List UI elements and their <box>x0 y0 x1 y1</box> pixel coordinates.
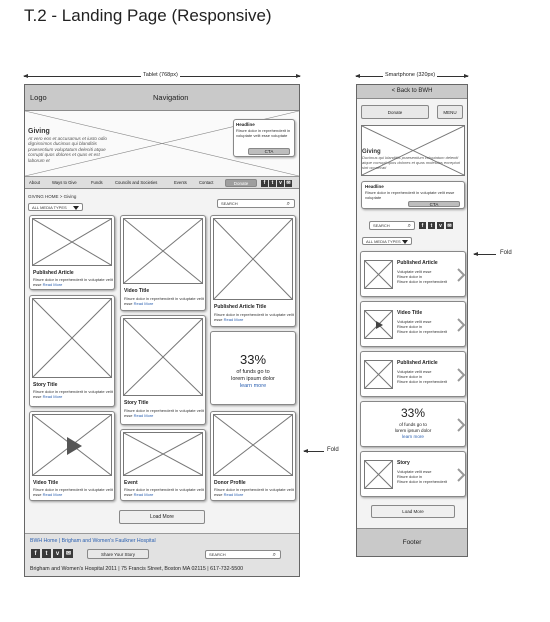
footer-address: Brigham and Women's Hospital 2011 | 75 Francis Street, Boston MA 02115 | 617-732-5500 <box>30 566 244 572</box>
card-body <box>33 487 113 497</box>
image-placeholder <box>123 318 203 396</box>
phone-card-video-title[interactable] <box>360 301 466 347</box>
twitter-icon[interactable]: t <box>42 549 51 558</box>
twitter-icon[interactable]: t <box>269 180 276 187</box>
arrow-right-icon <box>296 74 301 78</box>
card-video-title[interactable] <box>120 215 206 311</box>
hero-callout <box>233 119 295 157</box>
search-icon: ⌕ <box>286 201 290 207</box>
card-story-title[interactable] <box>29 295 115 407</box>
card-text: Rirure dolor in reprehenderit in voluptate velit esse <box>214 487 294 497</box>
phone-card-published-article[interactable] <box>360 251 466 297</box>
card-line: Rirure dolor in reprehenderit <box>397 329 448 334</box>
card-body <box>214 312 294 322</box>
footer-search-placeholder: SEARCH <box>209 552 226 557</box>
chevron-right-icon[interactable] <box>457 418 465 432</box>
card-title: Published Article <box>33 270 74 276</box>
card-line: Rirure dolor in <box>397 374 423 379</box>
nav-funds[interactable]: Funds <box>91 180 103 185</box>
image-placeholder <box>123 432 203 476</box>
card-line: Rirure dolor in <box>397 324 423 329</box>
phone-media-type-value: ALL MEDIA TYPES <box>366 238 401 244</box>
phone-cta-button[interactable]: CTA <box>408 201 460 207</box>
card-text: Rirure dolor in reprehenderit in voluptate velit esse <box>33 277 113 287</box>
image-placeholder <box>364 360 393 389</box>
footer-links[interactable]: BWH Home | Brigham and Women's Faulkner Hospital <box>30 538 156 544</box>
card-title: Published Article <box>397 260 438 266</box>
card-body <box>33 389 113 399</box>
card-line: Rirure dolor in <box>397 274 423 279</box>
search-icon: ⌕ <box>272 552 276 558</box>
read-more-link[interactable]: Read More <box>223 317 244 322</box>
card-body <box>124 487 204 497</box>
card-text: Rirure dolor in reprehenderit in voluptate velit esse <box>33 487 113 497</box>
load-more-button[interactable]: Load More <box>119 510 205 524</box>
card-line: Rirure dolor in <box>397 474 423 479</box>
image-placeholder <box>123 218 203 284</box>
phone-card-story[interactable] <box>360 451 466 497</box>
card-text: Rirure dolor in reprehenderit in voluptate velit esse <box>124 296 204 306</box>
read-more-link[interactable]: Read More <box>42 492 63 497</box>
stat-value: 33% <box>400 406 426 420</box>
card-title: Story <box>397 460 410 466</box>
arrow-left-icon <box>23 74 28 78</box>
smartphone-fold-line <box>474 254 496 255</box>
tablet-fold-line <box>304 451 324 452</box>
image-placeholder <box>32 298 112 378</box>
cta-button[interactable]: CTA <box>248 148 290 155</box>
donate-button[interactable]: Donate <box>225 179 257 187</box>
read-more-link[interactable]: Read More <box>223 492 244 497</box>
phone-media-type-select[interactable] <box>362 237 412 245</box>
tablet-fold-label: Fold <box>327 447 339 453</box>
callout-text: Rirure dolor in reprehenderit in voluptate velit esse voluptate <box>236 128 291 138</box>
read-more-link[interactable]: Read More <box>133 413 154 418</box>
chevron-right-icon[interactable] <box>457 468 465 482</box>
card-title: Story Title <box>124 400 149 406</box>
read-more-link[interactable]: Read More <box>133 492 154 497</box>
stat-value: 33% <box>239 352 267 367</box>
chevron-right-icon[interactable] <box>457 318 465 332</box>
smartphone-frame <box>356 84 468 557</box>
back-to-bwh-link[interactable]: < Back to BWH <box>391 88 433 94</box>
video-placeholder <box>364 310 393 339</box>
read-more-link[interactable]: Read More <box>42 282 63 287</box>
footer-search-input[interactable] <box>205 550 281 559</box>
phone-donate-button[interactable]: Donate <box>361 105 429 119</box>
card-title: Video Title <box>397 310 423 316</box>
email-icon[interactable]: ✉ <box>447 222 452 229</box>
card-text: Rirure dolor in reprehenderit in voluptate velit esse <box>33 389 113 399</box>
phone-headline-callout <box>361 181 465 209</box>
callout-headline: Headline <box>365 184 384 189</box>
vimeo-icon[interactable]: v <box>53 549 62 558</box>
card-event[interactable] <box>120 429 206 501</box>
card-published-article[interactable] <box>29 215 115 290</box>
facebook-icon[interactable]: f <box>419 222 426 229</box>
arrow-left-icon <box>473 252 478 256</box>
hero-heading: Giving <box>28 128 50 135</box>
video-placeholder <box>32 414 112 476</box>
logo[interactable]: Logo <box>30 93 47 102</box>
nav-about[interactable]: About <box>29 180 40 185</box>
menu-button[interactable]: MENU <box>437 105 463 119</box>
card-line: Voluptate velit esse <box>397 469 432 474</box>
card-published-article-title[interactable] <box>210 215 296 327</box>
search-icon: ⌕ <box>407 223 411 229</box>
card-title: Published Article Title <box>214 304 267 310</box>
arrow-left-icon <box>303 449 308 453</box>
phone-back-bar <box>357 85 467 99</box>
nav-councils[interactable]: Councils and Societies <box>115 180 158 185</box>
card-story-title[interactable] <box>120 315 206 425</box>
vimeo-icon[interactable]: v <box>277 180 284 187</box>
callout-headline: Headline <box>236 122 255 127</box>
card-line: Rirure dolor in reprehenderit <box>397 479 448 484</box>
chevron-down-icon <box>402 240 408 244</box>
smartphone-fold-label: Fold <box>500 250 512 256</box>
phone-card-published-article[interactable] <box>360 351 466 397</box>
card-text: Rirure dolor in reprehenderit in voluptate velit esse <box>124 487 204 497</box>
email-icon[interactable]: ✉ <box>286 180 291 186</box>
card-body <box>124 408 204 418</box>
footer-label: Footer <box>402 539 422 546</box>
phone-load-more-button[interactable]: Load More <box>371 505 455 518</box>
image-placeholder <box>364 260 393 289</box>
arrow-right-icon <box>464 74 469 78</box>
stat-line-2: lorem ipsum dolor <box>394 428 432 433</box>
phone-footer <box>357 528 467 556</box>
tablet-width-label: Tablet (768px) <box>143 72 178 78</box>
card-title: Published Article <box>397 360 438 366</box>
card-line: Rirure dolor in reprehenderit <box>397 379 448 384</box>
smartphone-width-label: Smartphone (320px) <box>385 72 436 78</box>
nav-contact[interactable]: Contact <box>199 180 214 185</box>
card-line: Voluptate velit esse <box>397 369 432 374</box>
card-body <box>124 296 204 306</box>
card-title: Donor Profile <box>214 480 246 486</box>
card-line: Rirure dolor in reprehenderit <box>397 279 448 284</box>
read-more-link[interactable]: Read More <box>133 301 154 306</box>
card-text: Rirure dolor in reprehenderit in voluptate velit esse <box>124 408 204 418</box>
phone-stat-card[interactable] <box>360 401 466 447</box>
facebook-icon[interactable]: f <box>31 549 40 558</box>
tablet-header <box>25 85 299 111</box>
read-more-link[interactable]: Read More <box>42 394 63 399</box>
chevron-right-icon[interactable] <box>457 368 465 382</box>
stat-line-2: lorem ipsum dolor <box>231 376 275 382</box>
card-title: Story Title <box>33 382 58 388</box>
card-title: Video Title <box>33 480 59 486</box>
nav-events[interactable]: Events <box>174 180 187 185</box>
learn-more-link[interactable]: learn more <box>239 383 267 389</box>
card-line: Voluptate velit esse <box>397 319 432 324</box>
nav-ways-to-give[interactable]: Ways to Give <box>52 180 77 185</box>
card-title: Event <box>124 480 138 486</box>
phone-search-placeholder: SEARCH <box>373 223 390 228</box>
chevron-down-icon <box>73 206 79 210</box>
card-title: Video Title <box>124 288 150 294</box>
hero-text: At vero eos et accusamus et iusto odio dignissimos ducimus qui blanditiis praesentium voluptatum deleniti atque corrupti quos dolores et quas et est laborum et <box>28 136 107 163</box>
stat-line-1: of funds go to <box>236 369 270 375</box>
tablet-nav-bar <box>25 177 299 189</box>
navigation-label[interactable]: Navigation <box>153 93 189 102</box>
image-placeholder <box>213 218 293 300</box>
chevron-right-icon[interactable] <box>457 268 465 282</box>
phone-hero-text: Ducimus qui blanditiis praesentium voluptatum deleniti atque corrupti quos dolores et quas molestias excepturi sint occaecati <box>362 155 461 170</box>
learn-more-link[interactable]: learn more <box>402 434 424 439</box>
callout-text: Rirure dolor in reprehenderit in voluptate velit esse voluptate <box>365 190 455 200</box>
media-type-select[interactable] <box>28 203 83 211</box>
card-body <box>33 277 113 287</box>
facebook-icon[interactable]: f <box>261 180 268 187</box>
play-icon[interactable] <box>376 321 383 329</box>
page-title: T.2 - Landing Page (Responsive) <box>24 6 272 25</box>
tablet-frame <box>24 84 300 577</box>
image-placeholder <box>213 414 293 476</box>
image-placeholder <box>32 218 112 266</box>
breadcrumb[interactable]: GIVING HOME > Giving <box>28 194 77 199</box>
stat-line-1: of funds go to <box>399 422 427 427</box>
arrow-left-icon <box>355 74 360 78</box>
twitter-icon[interactable]: t <box>428 222 435 229</box>
media-type-value: ALL MEDIA TYPES <box>32 204 67 210</box>
phone-search-input[interactable] <box>369 221 415 230</box>
play-icon[interactable] <box>67 437 82 455</box>
card-text: Rirure dolor in reprehenderit in voluptate velit esse <box>214 312 294 322</box>
vimeo-icon[interactable]: v <box>437 222 444 229</box>
search-placeholder: SEARCH <box>221 201 238 206</box>
stat-card[interactable] <box>210 331 296 405</box>
email-icon[interactable]: ✉ <box>65 551 72 557</box>
share-your-story-button[interactable]: Share Your Story <box>87 549 149 559</box>
search-input[interactable] <box>217 199 295 208</box>
image-placeholder <box>364 460 393 489</box>
phone-hero-heading: Giving <box>362 149 381 155</box>
card-video-title[interactable] <box>29 411 115 501</box>
card-line: Voluptate velit esse <box>397 269 432 274</box>
card-body <box>214 487 294 497</box>
card-donor-profile[interactable] <box>210 411 296 501</box>
